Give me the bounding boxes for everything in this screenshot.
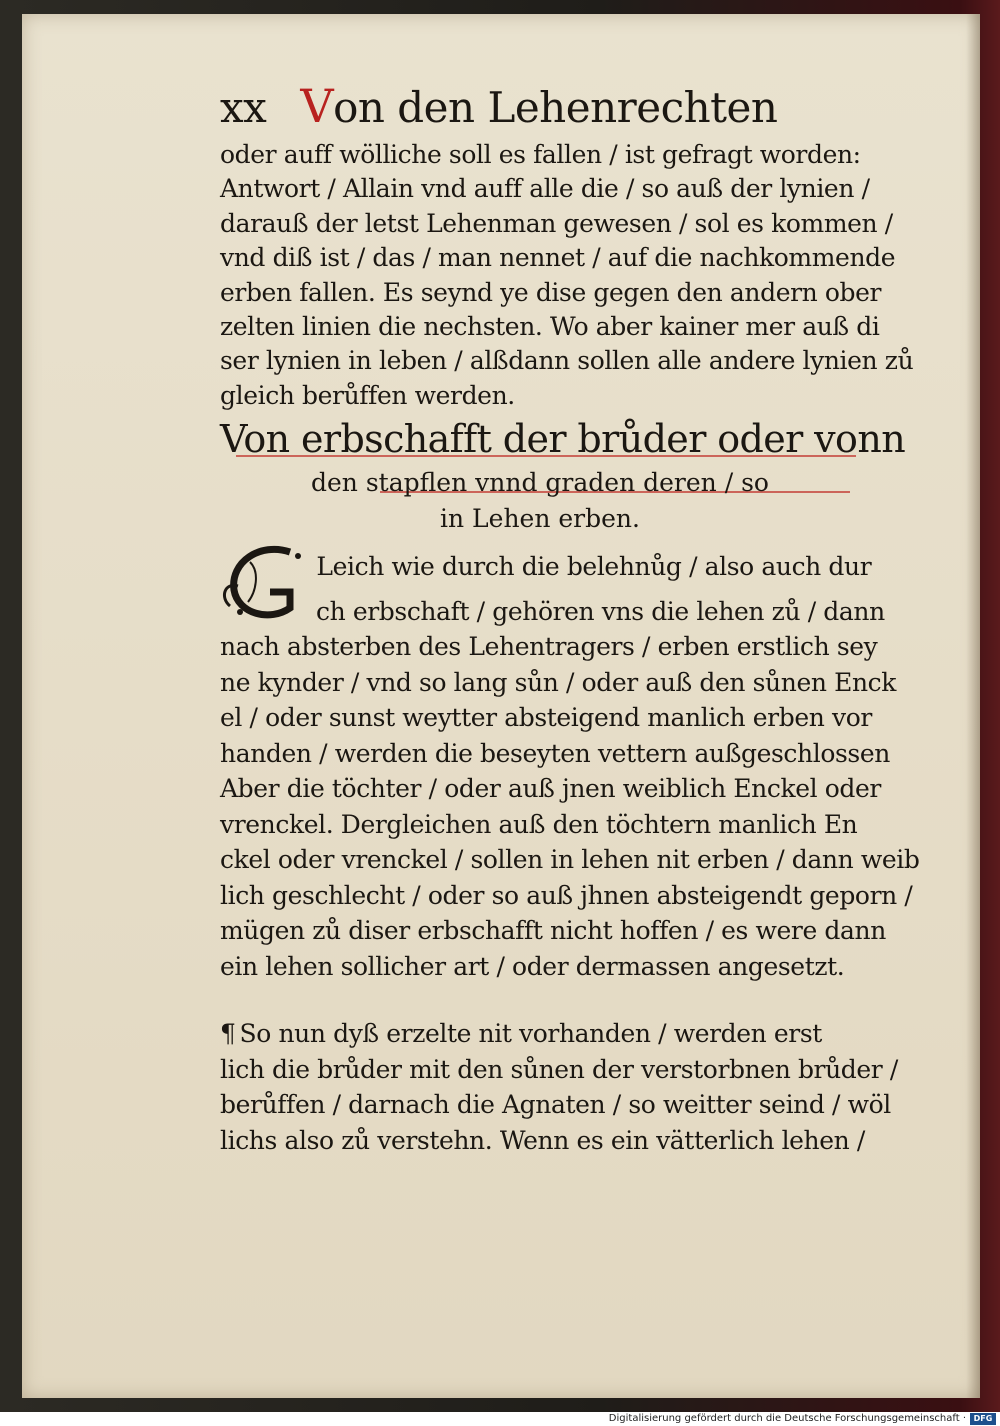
dfg-credit: Digitalisierung gefördert durch die Deutsche Forschungsgemeinschaft · [608,1413,966,1424]
title-initial: V [300,79,334,133]
text-line: mügen zů diser erbschafft nicht hoffen / es were dann [220,916,886,946]
text-line: berůffen / darnach die Agnaten / so weitter seind / wöl [220,1090,891,1120]
section-2 [220,549,920,984]
section-heading [220,413,920,537]
text-line: Aber die töchter / oder auß jnen weiblich Enckel oder [220,774,881,804]
digitization-footer [0,1412,1000,1426]
text-line [220,1016,920,1052]
text-line-content: Leich wie durch die belehnůg / also auch dur [316,552,872,582]
heading-line-2: den stapflen vnnd graden deren / so [311,468,769,498]
text-line: gleich berůffen werden. [220,380,515,410]
heading-line-3: in Lehen erben. [440,504,640,534]
title-text: on den Lehenrechten [333,83,778,132]
text-line: darauß der letst Lehenman gewesen / sol es kommen / [220,208,893,238]
text-line: erben fallen. Es seynd ye dise gegen den andern ober [220,277,882,307]
text-line: zelten linien die nechsten. Wo aber kainer mer auß di [220,312,880,342]
text-line: ne kynder / vnd so lang sůn / oder auß den sůnen Enck [220,667,897,697]
text-line: Antwort / Allain vnd auff alle die / so auß der lynien / [220,174,870,204]
section-3 [220,1016,920,1158]
heading-line-1: Von erbschafft der brůder oder vonn [220,417,906,462]
section-1 [220,138,920,413]
text-line-content: So nun dyß erzelte nit vorhanden / werden erst [239,1019,822,1049]
text-line: ckel oder vrenckel / sollen in lehen nit erben / dann weib [220,845,920,875]
text-line: lich geschlecht / oder so auß jhnen absteigendt geporn / [220,880,913,910]
text-line [220,549,920,594]
page-edge-shadow [966,14,980,1398]
text-line: el / oder sunst weytter absteigend manlich erben vor [220,703,872,733]
text-line: nach absterben des Lehentragers / erben erstlich sey [220,632,878,662]
folio-number: xx [220,83,267,132]
text-line: ch erbschaft / gehören vns die lehen zů / dann [316,596,885,626]
text-line: ser lynien in leben / alßdann sollen alle andere lynien zů [220,346,914,376]
text-line: lichs also zů verstehn. Wenn es ein vätterlich lehen / [220,1125,865,1155]
text-line: handen / werden die beseyten vettern außgeschlossen [220,738,890,768]
running-title [220,76,920,138]
text-line: ein lehen sollicher art / oder dermassen angesetzt. [220,951,845,981]
text-line: oder auff wölliche soll es fallen / ist gefragt worden: [220,140,861,169]
pilcrow-icon: ¶ [220,1019,236,1049]
text-line: lich die brůder mit den sůnen der verstorbnen brůder / [220,1054,898,1084]
text-line: vrenckel. Dergleichen auß den töchtern manlich En [220,809,858,839]
text-line: vnd diß ist / das / man nennet / auf die nachkommende [220,243,896,273]
dfg-logo-icon: DFG [970,1413,996,1425]
page-text-block [220,76,920,1158]
